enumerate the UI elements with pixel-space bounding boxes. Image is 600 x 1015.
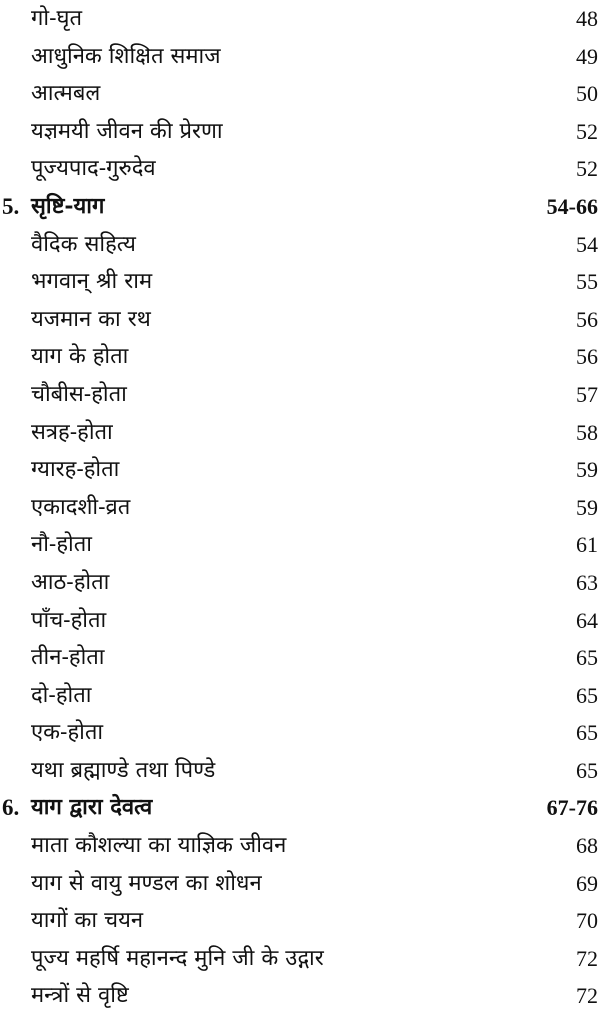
toc-entry [0, 338, 600, 376]
toc-entry [0, 113, 600, 151]
entry-title: मन्त्रों से वृष्टि [31, 983, 129, 1009]
toc-section-heading [0, 188, 600, 226]
toc-entry [0, 602, 600, 640]
toc-entry [0, 376, 600, 414]
page-number: 58 [576, 419, 598, 445]
toc-entry [0, 714, 600, 752]
page-number: 56 [576, 344, 598, 370]
toc-entry [0, 0, 600, 38]
page-number: 72 [576, 983, 598, 1009]
entry-title: पाँच-होता [31, 607, 107, 633]
toc-entry [0, 940, 600, 978]
page-number: 65 [576, 720, 598, 746]
page-number: 68 [576, 833, 598, 859]
page-number: 54 [576, 231, 598, 257]
toc-entry [0, 301, 600, 339]
toc-entry [0, 752, 600, 790]
entry-title: यज्ञमयी जीवन की प्रेरणा [31, 118, 223, 144]
entry-title: आधुनिक शिक्षित समाज [31, 43, 221, 69]
toc-entry [0, 639, 600, 677]
entry-title: नौ-होता [31, 532, 92, 558]
section-number: 6. [2, 795, 20, 821]
entry-title: यथा ब्रह्माण्डे तथा पिण्डे [31, 757, 216, 783]
page-number: 59 [576, 494, 598, 520]
entry-title: याग के होता [31, 344, 129, 370]
toc-entry [0, 902, 600, 940]
page-number: 57 [576, 381, 598, 407]
entry-title: आत्मबल [31, 81, 101, 107]
entry-title: चौबीस-होता [31, 381, 127, 407]
page-number: 59 [576, 457, 598, 483]
toc-entry [0, 38, 600, 76]
entry-title: यजमान का रथ [31, 306, 151, 332]
page-number: 64 [576, 607, 598, 633]
entry-title: सत्रह-होता [31, 419, 113, 445]
page-number: 61 [576, 532, 598, 558]
page-number: 50 [576, 81, 598, 107]
toc-entry [0, 977, 600, 1015]
toc-entry [0, 865, 600, 903]
entry-title: आठ-होता [31, 569, 110, 595]
toc-entry [0, 414, 600, 452]
entry-title: माता कौशल्या का याज्ञिक जीवन [31, 833, 287, 859]
page-number: 54-66 [546, 193, 598, 219]
entry-title: याग से वायु मण्डल का शोधन [31, 870, 262, 896]
entry-title: एकादशी-व्रत [31, 494, 131, 520]
entry-title: वैदिक सहित्य [31, 231, 136, 257]
toc-entry [0, 564, 600, 602]
entry-title: पूज्य महर्षि महानन्द मुनि जी के उद्गार [31, 945, 324, 971]
page-number: 69 [576, 870, 598, 896]
toc-entry [0, 75, 600, 113]
page-number: 65 [576, 757, 598, 783]
page-number: 72 [576, 945, 598, 971]
toc-entry [0, 150, 600, 188]
section-number: 5. [2, 193, 20, 219]
page-number: 63 [576, 569, 598, 595]
page-number: 48 [576, 6, 598, 31]
page-number: 65 [576, 645, 598, 671]
page-number: 70 [576, 908, 598, 934]
page-number: 56 [576, 306, 598, 332]
toc-entry [0, 489, 600, 527]
page-number: 55 [576, 269, 598, 295]
entry-title: तीन-होता [31, 645, 105, 671]
toc-entry [0, 451, 600, 489]
toc-entry [0, 827, 600, 865]
toc-entry [0, 226, 600, 264]
toc-entry [0, 263, 600, 301]
toc-section-heading [0, 789, 600, 827]
page-number: 65 [576, 682, 598, 708]
page-number: 49 [576, 43, 598, 69]
page-number: 52 [576, 156, 598, 182]
entry-title: सृष्टि-याग [31, 192, 105, 219]
entry-title: यागों का चयन [31, 908, 144, 934]
toc-entry [0, 677, 600, 715]
entry-title: गो-घृत [31, 6, 83, 31]
entry-title: ग्यारह-होता [31, 457, 120, 483]
toc-entry [0, 526, 600, 564]
entry-title: पूज्यपाद-गुरुदेव [31, 156, 156, 182]
entry-title: याग द्वारा देवत्व [31, 794, 153, 821]
entry-title: दो-होता [31, 682, 92, 708]
page-number: 52 [576, 118, 598, 144]
entry-title: एक-होता [31, 720, 104, 746]
entry-title: भगवान् श्री राम [31, 269, 153, 295]
page-number: 67-76 [546, 795, 598, 821]
